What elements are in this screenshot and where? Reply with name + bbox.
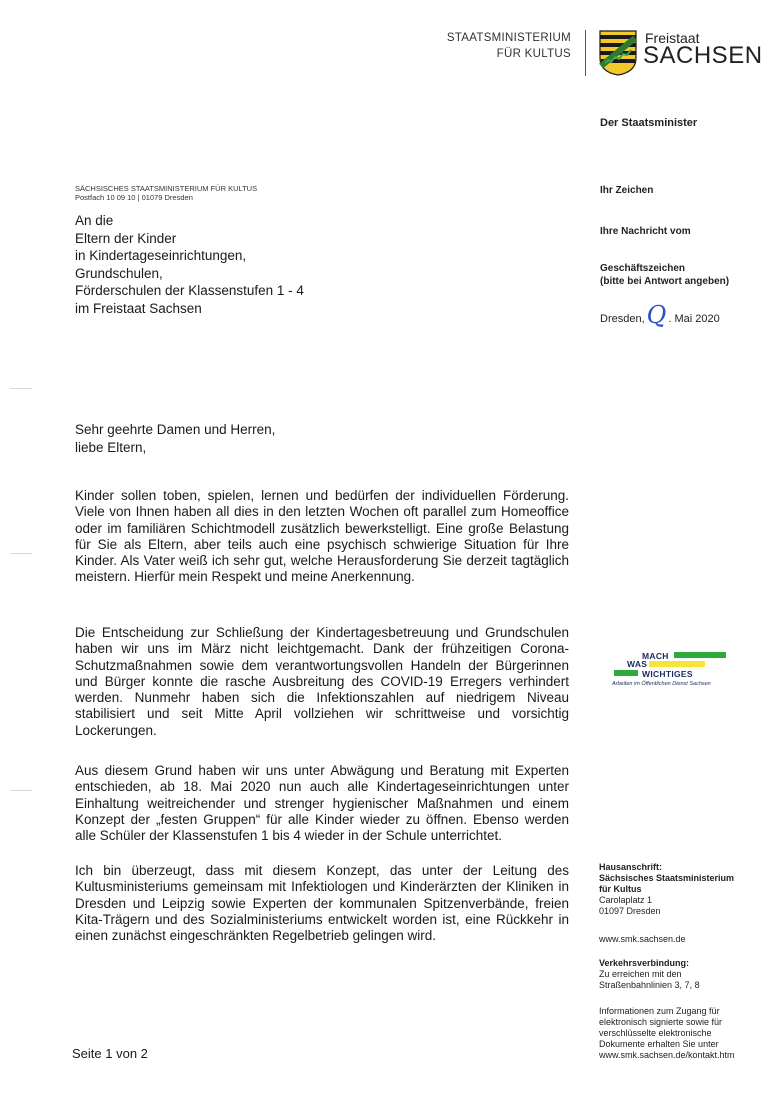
geschaeftszeichen-block (600, 262, 729, 288)
logo-green-bar-small (614, 670, 638, 676)
fold-mark (10, 790, 32, 791)
body-paragraph: Ich bin überzeugt, dass mit diesem Konzept, das unter der Leitung des Kultusministeriums gemeinsam mit Infektiologen und Kinderärzten der Kliniken in Dresden und Leipzig sowie Experten der kommunalen Spitzenverbände, freien Kita-Trägern und des Sozialministeriums entwickelt worden ist, eine Rückkehr in einen zunächst eingeschränkten Regelbetrieb gelingen wird. (75, 863, 569, 944)
sender-line-1: SÄCHSISCHES STAATSMINISTERIUM FÜR KULTUS (75, 184, 258, 193)
house-address-city: 01097 Dresden (599, 906, 661, 916)
header-divider (585, 30, 586, 76)
access-line-3: verschlüsselte elektronische (599, 1028, 712, 1038)
fold-mark (10, 388, 32, 389)
ministry-line-2: FÜR KULTUS (496, 48, 571, 60)
transport-info (599, 958, 700, 991)
body-paragraph: Die Entscheidung zur Schließung der Kindertagesbetreuung und Grundschulen haben wir uns im März nicht leichtgemacht. Dank der frühzeitigen Corona-Schutzmaßnahmen sowie dem verantwortungsvollen Handeln der Bürgerinnen und Bürger konnte die rasche Ausbreitung des COVID-19 Erregers verhindert werden. Nunmehr haben sich die Infektionszahlen auf niedrigem Niveau stabilisiert und seit Mitte April vollziehen wir schrittweise und vorsichtig Lockerungen. (75, 625, 569, 738)
house-address-name-1: Sächsisches Staatsministerium (599, 873, 735, 883)
ihr-zeichen-label: Ihr Zeichen (600, 185, 654, 196)
transport-line-2: Straßenbahnlinien 3, 7, 8 (599, 980, 700, 990)
page-number: Seite 1 von 2 (72, 1046, 148, 1061)
ihre-nachricht-label: Ihre Nachricht vom (600, 226, 691, 237)
access-line-4: Dokumente erhalten Sie unter (599, 1039, 719, 1049)
logo-word-2: WAS (627, 659, 648, 669)
recipient-address (75, 212, 304, 317)
state-label: Freistaat (645, 30, 700, 46)
geschaeftszeichen-note: (bitte bei Antwort angeben) (600, 276, 730, 287)
body-paragraph: Aus diesem Grund haben wir uns unter Abwägung und Beratung mit Experten entschieden, ab 18. Mai 2020 nun auch alle Kindertageseinrichtungen unter Einhaltung weitreichender und strenger hygienischer Maßnahmen und einem Konzept der „festen Gruppen“ für alle Kinder wieder zu öffnen. Ebenso werden alle Schüler der Klassenstufen 1 bis 4 wieder in der Schule unterrichtet. (75, 763, 569, 844)
date-rest: . Mai 2020 (668, 313, 720, 325)
website: www.smk.sachsen.de (599, 934, 686, 944)
saxony-crest-icon (599, 30, 637, 76)
geschaeftszeichen-label: Geschäftszeichen (600, 263, 686, 274)
transport-line-1: Zu erreichen mit den (599, 969, 682, 979)
logo-tagline: Arbeiten im Öffentlichen Dienst Sachsen (612, 681, 711, 687)
house-address-name-2: für Kultus (599, 884, 642, 894)
access-line-1: Informationen zum Zugang für (599, 1006, 720, 1016)
address-line: in Kindertageseinrichtungen, (75, 248, 247, 263)
handwritten-day-mark: Q (646, 301, 667, 329)
ministry-line-1: STAATSMINISTERIUM (446, 32, 571, 44)
sender-role: Der Staatsminister (600, 117, 698, 129)
campaign-logo (612, 651, 730, 693)
address-line: Grundschulen, (75, 265, 163, 281)
salutation-line-1: Sehr geehrte Damen und Herren, (75, 422, 276, 437)
sender-line-2: Postfach 10 09 10 | 01079 Dresden (75, 193, 193, 202)
logo-word-3: WICHTIGES (642, 669, 693, 679)
access-line-5: www.smk.sachsen.de/kontakt.htm (599, 1050, 735, 1060)
address-line: Eltern der Kinder (75, 230, 177, 246)
house-address (599, 862, 734, 917)
access-line-2: elektronisch signierte sowie für (599, 1017, 723, 1027)
electronic-access-info (599, 1006, 735, 1061)
transport-label: Verkehrsverbindung: (599, 958, 690, 968)
place-date (600, 301, 720, 329)
sender-address (75, 184, 257, 202)
logo-word-1: MACH (642, 651, 669, 661)
logo-yellow-bar (649, 661, 705, 667)
house-address-label: Hausanschrift: (599, 862, 663, 872)
ministry-name (447, 30, 571, 62)
address-line: An die (75, 213, 114, 228)
salutation-line-2: liebe Eltern, (75, 439, 147, 455)
house-address-street: Carolaplatz 1 (599, 895, 653, 905)
salutation (75, 421, 275, 456)
logo-green-bar (674, 652, 726, 658)
address-line: im Freistaat Sachsen (75, 300, 202, 316)
fold-mark (10, 553, 32, 554)
state-name: SACHSEN (643, 42, 763, 69)
address-line: Förderschulen der Klassenstufen 1 - 4 (75, 283, 304, 298)
place: Dresden, (600, 313, 645, 325)
body-paragraph: Kinder sollen toben, spielen, lernen und bedürfen der individuellen Förderung. Viele von Ihnen haben all dies in den letzten Wochen oft parallel zum Homeoffice oder im familiären Schichtmodell zusätzlich bewerkstelligt. Eine große Belastung für Sie als Eltern, aber teils auch eine psychisch schwierige Situation für Ihre Kinder. Als Vater weiß ich sehr gut, welche Herausforderung Sie derzeit tagtäglich meistern. Hierfür mein Respekt und meine Anerkennung. (75, 488, 569, 585)
